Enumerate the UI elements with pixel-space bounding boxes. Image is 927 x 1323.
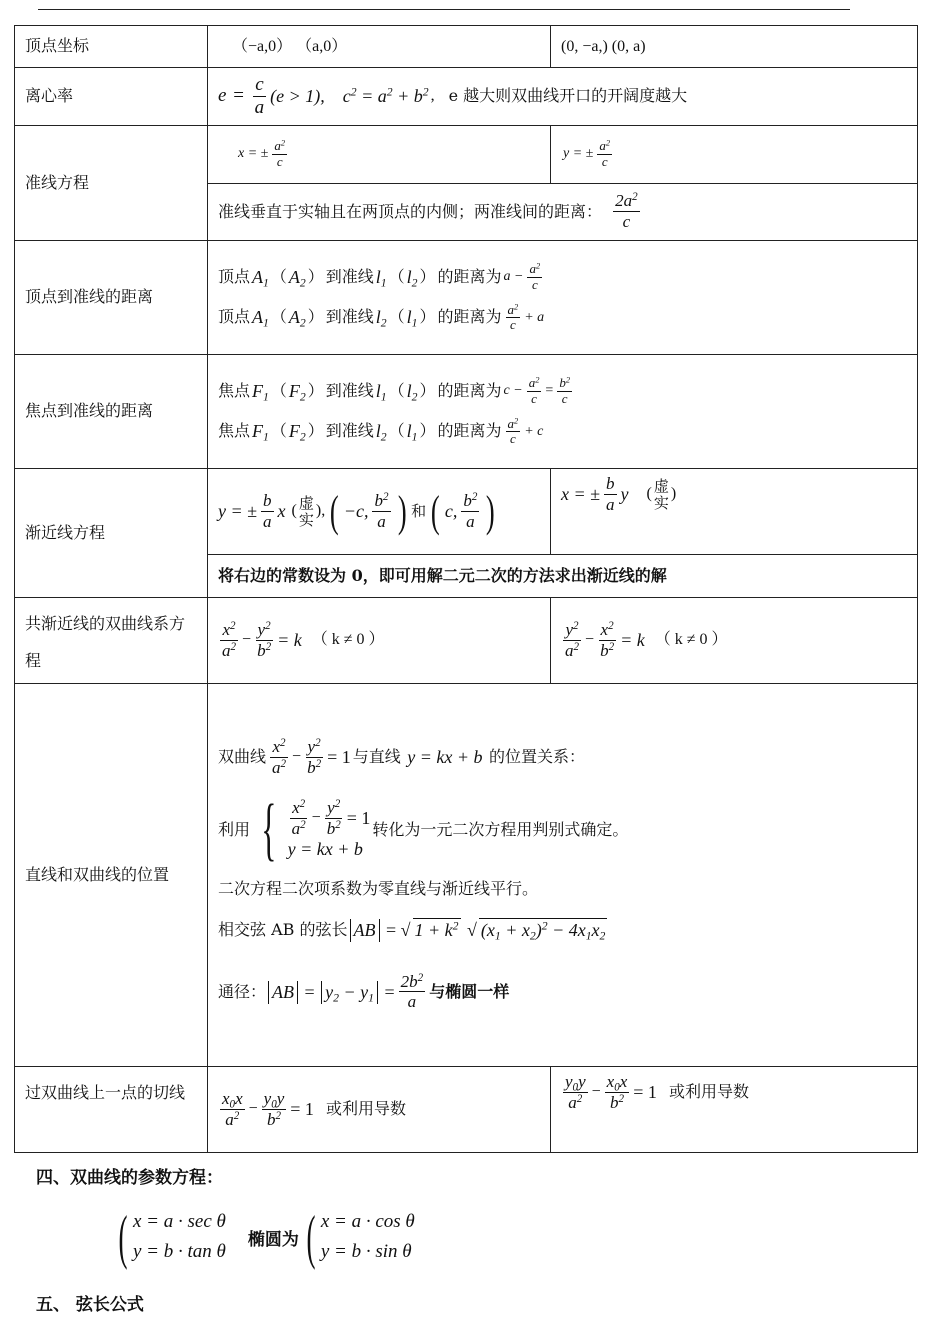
row-label: 共渐近线的双曲线系方程 (15, 598, 208, 684)
row-asymptote (15, 469, 918, 555)
row-label: 离心率 (15, 68, 208, 126)
section-5-title: 五、 弦长公式 (36, 1295, 144, 1315)
directrix-description: 准线垂直于实轴且在两顶点的内侧；两准线间的距离： $\frac{2a^2}{c}$ (208, 184, 918, 241)
row-label: 焦点到准线的距离 (15, 355, 208, 469)
directrix-left: x = ± $\frac{a^2}{c}$ (208, 126, 551, 184)
line-position-content: 双曲线 $\frac{x^2}{a^2}$ − $\frac{y^2}{b^2}$ = 1 与直线 y = kx + b 的位置关系： 利用 { $\frac{x^2}{a^2}$ − $\frac{y^2}{b^2}$ = 1 y = kx + b 转化为一元二次方程用判别式确定。 二次方程二次项系数为零直线与渐近线平行。 相交弦 AB 的弦长 AB = √ $1 + k^2$ √ $(x_1 + x_2)^2 - 4x_1x_2$ 通径： AB = $y_2 - y_1$ = $\frac{2b^2}{a}$ 与椭圆一样 (208, 684, 918, 1067)
common-asymptote-left: $\frac{x^2}{a^2}$ − $\frac{y^2}{b^2}$ = k （ k ≠ 0 ） (208, 598, 551, 684)
header-rule (38, 9, 850, 10)
eccentricity-formula: e = $\frac{c}{a}$ (e > 1), $c^2 = a^2 + b^2$ , e 越大则双曲线开口的开阔度越大 (208, 68, 918, 126)
row-directrix (15, 126, 918, 184)
eccentricity-note: e 越大则双曲线开口的开阔度越大 (448, 86, 688, 106)
row-vertex (15, 26, 918, 68)
vertex-right: (0, −a,) (0, a) (551, 26, 918, 68)
row-line-position (15, 684, 918, 1067)
row-common-asymptote (15, 598, 918, 684)
row-tangent (15, 1067, 918, 1153)
section-4-title: 四、双曲线的参数方程： (36, 1168, 223, 1188)
row-label: 直线和双曲线的位置 (15, 684, 208, 1067)
ellipse-label: 椭圆为 (247, 1229, 299, 1250)
vertex-directrix-content: 顶点 $A_1$ （ $A_2$ ） 到准线 $l_1$ （ $l_2$ ） 的距离为 a − $\frac{a^2}{c}$ 顶点 $A_1$ （ $A_2$ ） 到准线 $l_2$ （ $l_1$ ） 的距离为 $\frac{a^2}{c}$ + a (208, 241, 918, 355)
hyperbola-properties-table (14, 25, 918, 1153)
tangent-left: $\frac{x_0x}{a^2}$ − $\frac{y_0y}{b^2}$ = 1 或利用导数 (208, 1067, 551, 1153)
parametric-equations: ( x = a · sec θ y = b · tan θ 椭圆为 ( x = a · cos θ y = b · sin θ (118, 1204, 415, 1270)
row-label: 过双曲线上一点的切线 (15, 1067, 208, 1153)
row-label: 顶点坐标 (15, 26, 208, 68)
tangent-right: $\frac{y_0y}{a^2}$ − $\frac{x_0x}{b^2}$ = 1 或利用导数 (551, 1067, 918, 1153)
row-label: 渐近线方程 (15, 469, 208, 598)
directrix-right: y = ± $\frac{a^2}{c}$ (551, 126, 918, 184)
row-label: 准线方程 (15, 126, 208, 241)
vertex-left: （−a,0） （a,0） (208, 26, 551, 68)
focus-directrix-content: 焦点 $F_1$ （ $F_2$ ） 到准线 $l_1$ （ $l_2$ ） 的距离为 c − $\frac{a^2}{c}$ = $\frac{b^2}{c}$ 焦点 $F_1$ （ $F_2$ ） 到准线 $l_2$ （ $l_1$ ） 的距离为 $\frac{a^2}{c}$ + c (208, 355, 918, 469)
common-asymptote-right: $\frac{y^2}{a^2}$ − $\frac{x^2}{b^2}$ = k （ k ≠ 0 ） (551, 598, 918, 684)
asymptote-right: x = ± $\frac{b}{a}$ y ( 虚 实 ) (551, 469, 918, 555)
asymptote-tip: 将右边的常数设为 0，即可用解二元二次的方法求出渐近线的解 (208, 555, 918, 598)
row-eccentricity (15, 68, 918, 126)
line-position-note: 二次方程二次项系数为零直线与渐近线平行。 (218, 879, 539, 899)
row-label: 顶点到准线的距离 (15, 241, 208, 355)
row-focus-directrix (15, 355, 918, 469)
asymptote-left: y = ± $\frac{b}{a}$ x ( 虚 实 ), ( −c, $\frac{b^2}{a}$ ) 和 ( c, $\frac{b^2}{a}$ ) (208, 469, 551, 555)
row-vertex-directrix (15, 241, 918, 355)
